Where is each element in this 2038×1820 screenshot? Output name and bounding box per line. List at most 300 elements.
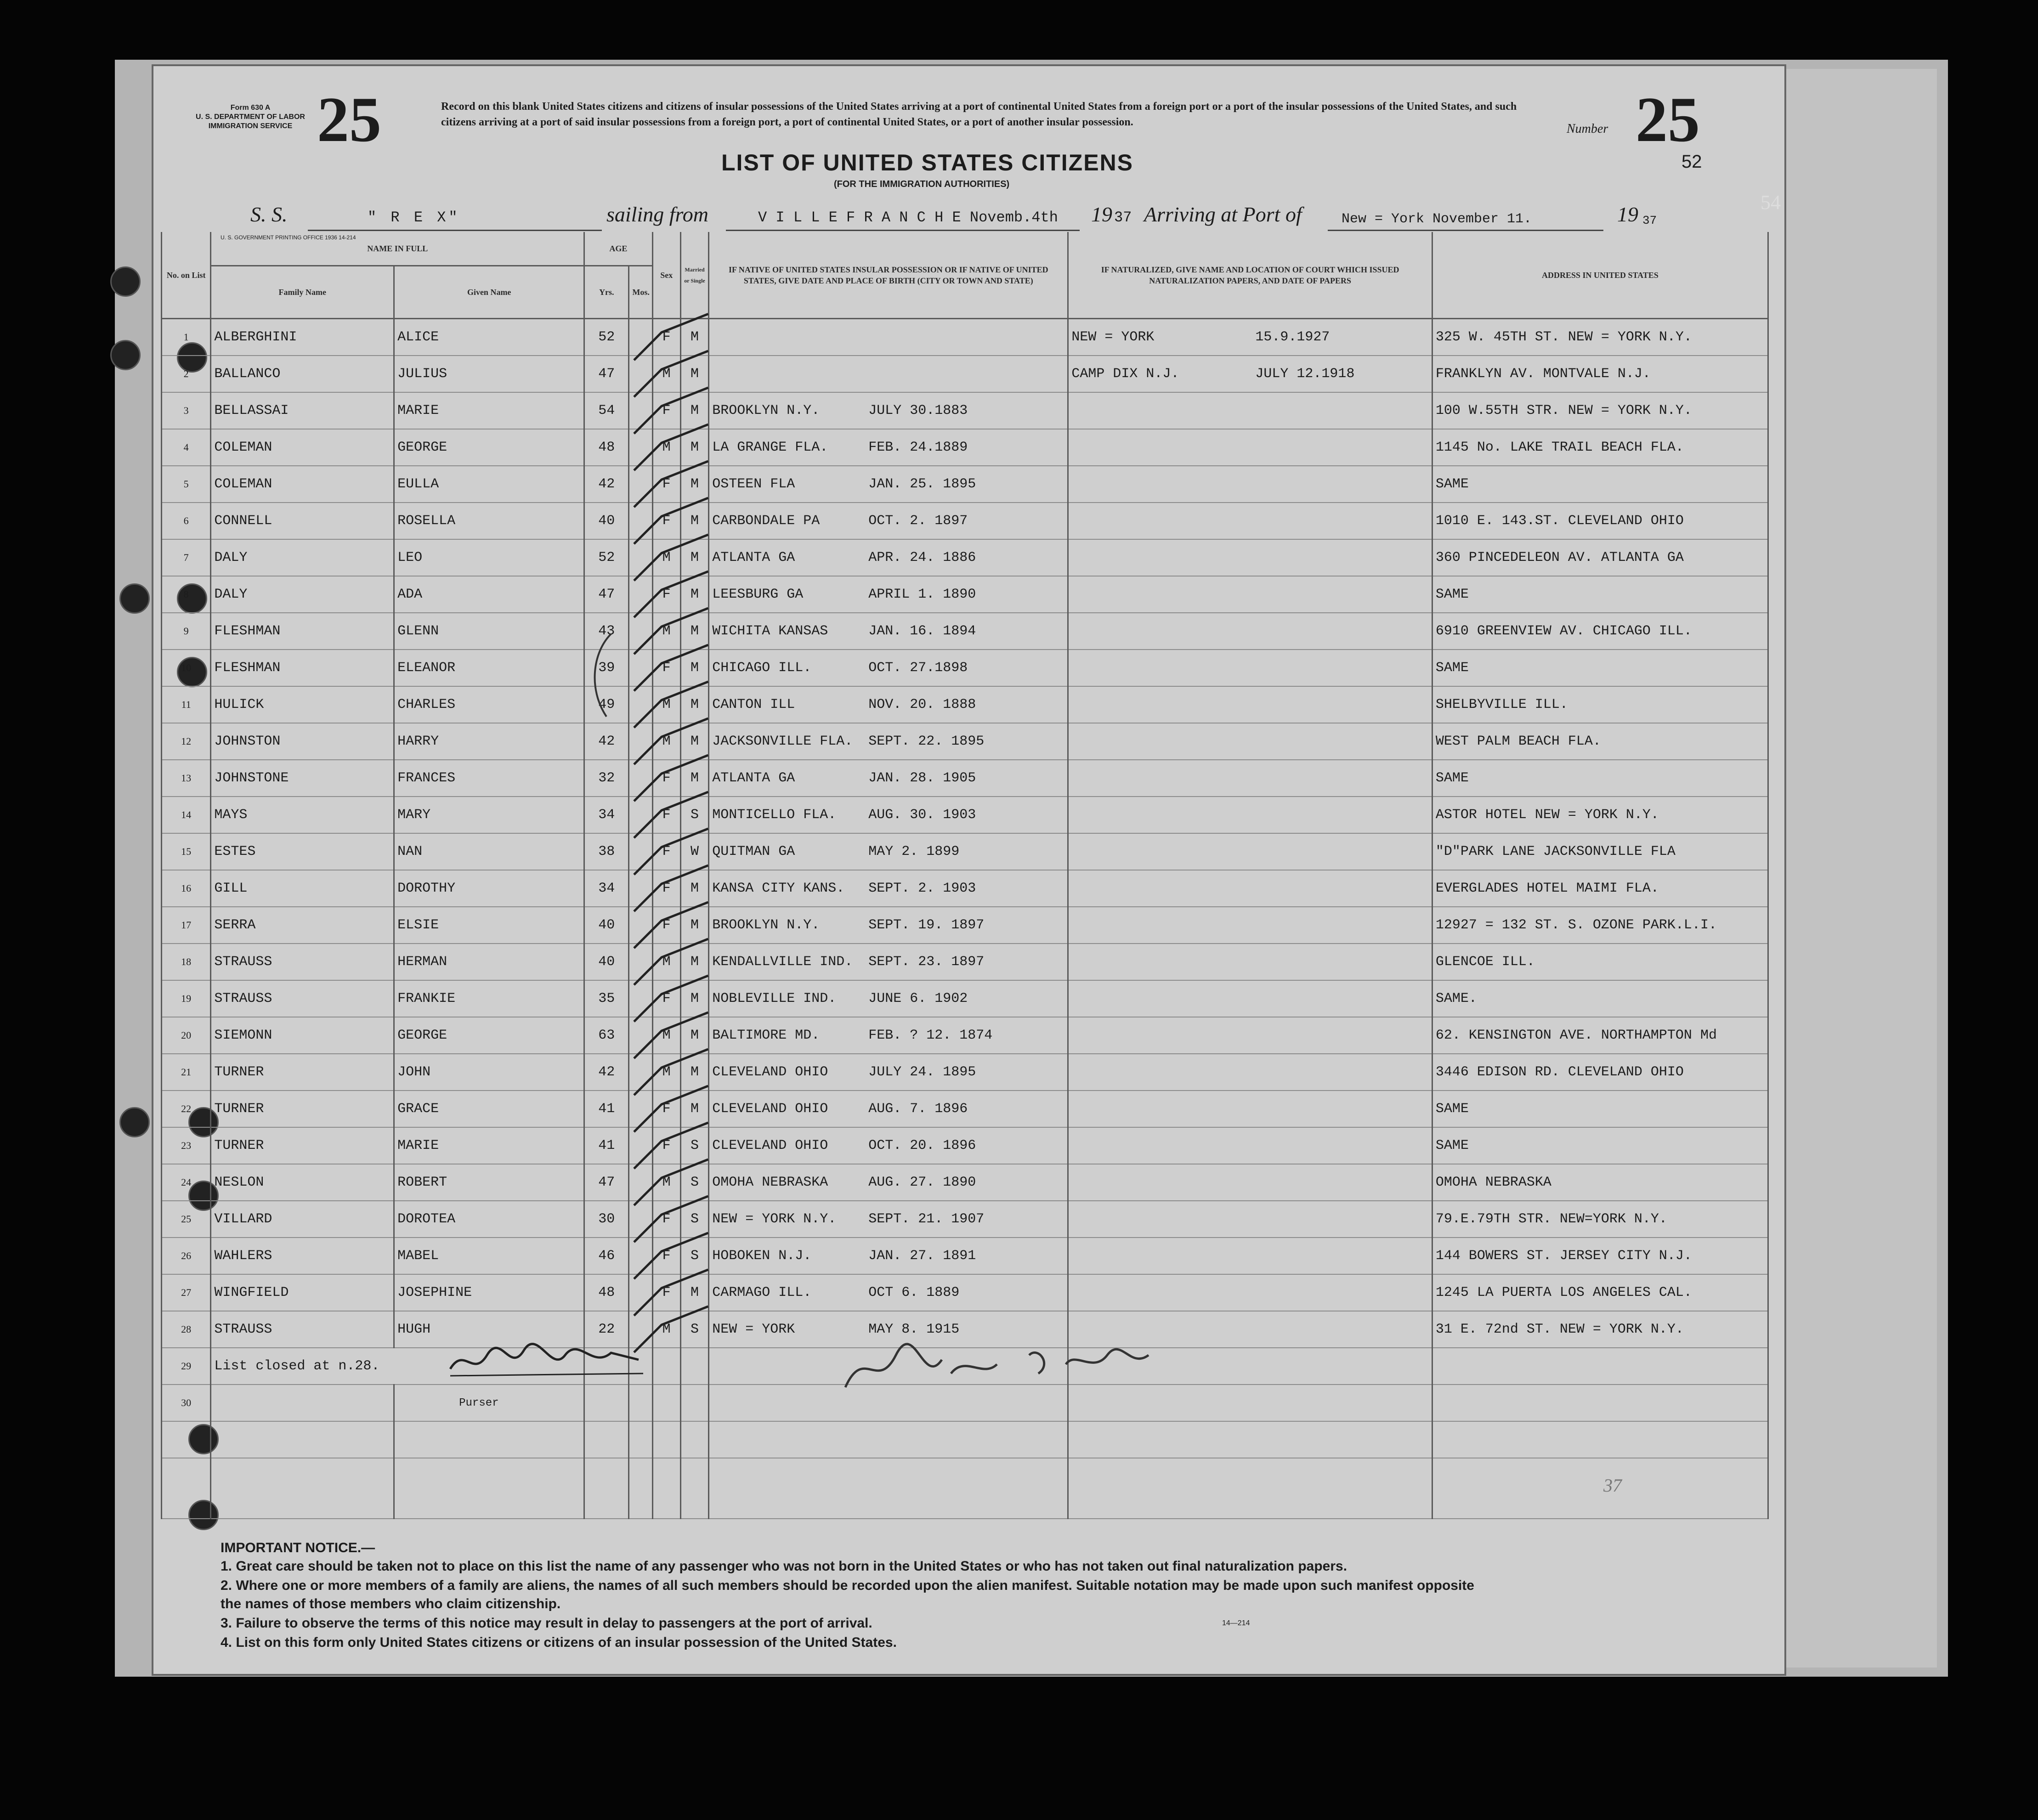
age-months	[629, 1091, 652, 1127]
birth-date: FEB. ? 12. 1874	[868, 1028, 993, 1043]
birth-info	[709, 429, 1068, 466]
birth-date: JAN. 28. 1905	[868, 770, 976, 786]
row-number: 5	[162, 466, 211, 503]
sex: F	[652, 392, 680, 429]
marital-status: S	[680, 797, 708, 833]
age-months	[629, 466, 652, 503]
birth-info	[709, 1164, 1068, 1201]
family-name: DALY	[211, 576, 394, 613]
birth-date: OCT 6. 1889	[868, 1285, 960, 1300]
list-closed-note: List closed at n.28.	[211, 1348, 584, 1385]
birth-place: CLEVELAND OHIO	[712, 1101, 828, 1117]
given-name: JOSEPHINE	[394, 1274, 584, 1311]
birth-date: MAY 8. 1915	[868, 1322, 960, 1337]
birth-info	[709, 980, 1068, 1017]
age-years: 30	[584, 1201, 629, 1238]
family-name: VILLARD	[211, 1201, 394, 1238]
sex: M	[652, 686, 680, 723]
row-number: 9	[162, 613, 211, 650]
age-months	[629, 907, 652, 944]
row-number: 28	[162, 1311, 211, 1348]
naturalization-info	[1068, 1017, 1432, 1054]
given-name: DOROTEA	[394, 1201, 584, 1238]
notice-item: 2. Where one or more members of a family are aliens, the names of all such members should be recorded upon the alien manifest. Suitable notation may be made upon such manifest opposite the names of those members who claim citizenship.	[221, 1578, 1474, 1611]
naturalization-info	[1068, 980, 1432, 1017]
arriving-label: Arriving at Port of	[1144, 203, 1302, 226]
age-years: 40	[584, 503, 629, 539]
row-number: 12	[162, 723, 211, 760]
birth-place: CANTON ILL	[712, 697, 795, 712]
birth-place: LA GRANGE FLA.	[712, 440, 828, 455]
address: SAME	[1432, 466, 1768, 503]
pencil-bracket	[583, 629, 620, 721]
important-notice	[221, 1539, 1691, 1653]
age-years: 38	[584, 833, 629, 870]
naturalization-info	[1068, 539, 1432, 576]
address: EVERGLADES HOTEL MAIMI FLA.	[1432, 870, 1768, 907]
birth-date: APRIL 1. 1890	[868, 587, 976, 602]
notice-item: 3. Failure to observe the terms of this notice may result in delay to passengers at the port of arrival.	[221, 1616, 872, 1631]
sex: M	[652, 356, 680, 392]
birth-date: APR. 24. 1886	[868, 550, 976, 565]
family-name: FLESHMAN	[211, 613, 394, 650]
birth-place: CHICAGO ILL.	[712, 660, 812, 676]
naturalization-date: 15.9.1927	[1255, 329, 1330, 345]
age-months	[629, 1017, 652, 1054]
naturalization-info	[1068, 503, 1432, 539]
address: SAME	[1432, 1127, 1768, 1164]
purser-signature	[446, 1341, 652, 1383]
given-name: CHARLES	[394, 686, 584, 723]
sex: F	[652, 833, 680, 870]
row-number: 13	[162, 760, 211, 797]
birth-date: MAY 2. 1899	[868, 844, 960, 859]
age-months	[629, 1127, 652, 1164]
col-age: AGE	[584, 232, 652, 266]
form-identifier	[193, 103, 308, 131]
birth-place: LEESBURG GA	[712, 587, 804, 602]
row-number: 20	[162, 1017, 211, 1054]
marital-status: M	[680, 503, 708, 539]
sex: M	[652, 944, 680, 980]
naturalization-info	[1068, 723, 1432, 760]
naturalization-info	[1068, 650, 1432, 686]
birth-info	[709, 1201, 1068, 1238]
age-months	[629, 1201, 652, 1238]
table-row	[162, 466, 1768, 503]
family-name: COLEMAN	[211, 429, 394, 466]
given-name: NAN	[394, 833, 584, 870]
address: 3446 EDISON RD. CLEVELAND OHIO	[1432, 1054, 1768, 1091]
row-number: 19	[162, 980, 211, 1017]
age-months	[629, 870, 652, 907]
address: 31 E. 72nd ST. NEW = YORK N.Y.	[1432, 1311, 1768, 1348]
notice-items	[221, 1557, 1498, 1653]
age-months	[629, 686, 652, 723]
age-years: 52	[584, 319, 629, 356]
marital-status: M	[680, 650, 708, 686]
sex: M	[652, 1017, 680, 1054]
row-number: 23	[162, 1127, 211, 1164]
table-row	[162, 870, 1768, 907]
binder-hole	[110, 266, 141, 297]
row-number: 16	[162, 870, 211, 907]
address: OMOHA NEBRASKA	[1432, 1164, 1768, 1201]
marital-status: M	[680, 392, 708, 429]
address: SAME	[1432, 650, 1768, 686]
given-name: ROBERT	[394, 1164, 584, 1201]
row-number: 17	[162, 907, 211, 944]
marital-status: M	[680, 980, 708, 1017]
age-years: 49	[584, 686, 629, 723]
table-row	[162, 1238, 1768, 1274]
row-number: 11	[162, 686, 211, 723]
birth-info	[709, 1054, 1068, 1091]
col-sex: Sex	[652, 232, 680, 319]
family-name: DALY	[211, 539, 394, 576]
age-years: 35	[584, 980, 629, 1017]
arriving-line	[1328, 230, 1603, 231]
table-row	[162, 1017, 1768, 1054]
table-row	[162, 1421, 1768, 1458]
notice-lead: IMPORTANT NOTICE.—	[221, 1540, 375, 1555]
family-name: ESTES	[211, 833, 394, 870]
age-months	[629, 833, 652, 870]
birth-info	[709, 1127, 1068, 1164]
birth-place: CARBONDALE PA	[712, 513, 820, 529]
naturalization-info	[1068, 833, 1432, 870]
table-row	[162, 613, 1768, 650]
col-family-name: Family Name	[211, 266, 394, 319]
address: 62. KENSINGTON AVE. NORTHAMPTON Md	[1432, 1017, 1768, 1054]
age-years: 22	[584, 1311, 629, 1348]
sex: F	[652, 980, 680, 1017]
sex: F	[652, 576, 680, 613]
birth-info	[709, 723, 1068, 760]
marital-status: M	[680, 356, 708, 392]
year-1: 37	[1114, 209, 1132, 226]
address: SAME	[1432, 576, 1768, 613]
table-row	[162, 686, 1768, 723]
family-name: SIEMONN	[211, 1017, 394, 1054]
address: 6910 GREENVIEW AV. CHICAGO ILL.	[1432, 613, 1768, 650]
birth-date: SEPT. 2. 1903	[868, 881, 976, 896]
address: 144 BOWERS ST. JERSEY CITY N.J.	[1432, 1238, 1768, 1274]
birth-place: BROOKLYN N.Y.	[712, 403, 820, 418]
row-number: 30	[162, 1385, 211, 1421]
table-row	[162, 944, 1768, 980]
col-given-name: Given Name	[394, 266, 584, 319]
age-months	[629, 503, 652, 539]
table-row	[162, 980, 1768, 1017]
age-months	[629, 650, 652, 686]
birth-place: QUITMAN GA	[712, 844, 795, 859]
naturalization-info	[1068, 1274, 1432, 1311]
sex: F	[652, 870, 680, 907]
table-row	[162, 1201, 1768, 1238]
age-months	[629, 944, 652, 980]
printing-note: U. S. GOVERNMENT PRINTING OFFICE 1936 14-214	[221, 234, 356, 241]
naturalization-info	[1068, 613, 1432, 650]
age-months	[629, 797, 652, 833]
table-row	[162, 429, 1768, 466]
birth-place: CLEVELAND OHIO	[712, 1064, 828, 1080]
birth-date: OCT. 27.1898	[868, 660, 968, 676]
sex: F	[652, 466, 680, 503]
marital-status: S	[680, 1238, 708, 1274]
marital-status: M	[680, 429, 708, 466]
age-years: 40	[584, 944, 629, 980]
pencil-mark: 37	[1603, 1475, 1622, 1496]
birth-place: KANSA CITY KANS.	[712, 881, 845, 896]
given-name: HARRY	[394, 723, 584, 760]
age-years: 41	[584, 1091, 629, 1127]
page-title: LIST OF UNITED STATES CITIZENS	[721, 150, 1134, 175]
arriving-port: New = York November 11.	[1342, 211, 1532, 227]
table-row	[162, 1127, 1768, 1164]
address: 79.E.79TH STR. NEW=YORK N.Y.	[1432, 1201, 1768, 1238]
table-row	[162, 1164, 1768, 1201]
birth-info	[709, 319, 1068, 356]
sex: F	[652, 650, 680, 686]
age-years: 63	[584, 1017, 629, 1054]
table-row	[162, 723, 1768, 760]
table-row	[162, 1274, 1768, 1311]
age-months	[629, 1274, 652, 1311]
naturalization-info	[1068, 1201, 1432, 1238]
age-years: 47	[584, 356, 629, 392]
birth-place: CARMAGO ILL.	[712, 1285, 812, 1300]
birth-info	[709, 1017, 1068, 1054]
given-name: HUGH	[394, 1311, 584, 1348]
family-name: TURNER	[211, 1054, 394, 1091]
sex: F	[652, 1201, 680, 1238]
family-name: TURNER	[211, 1127, 394, 1164]
family-name: FLESHMAN	[211, 650, 394, 686]
given-name: GEORGE	[394, 429, 584, 466]
table-row	[162, 319, 1768, 356]
sex: M	[652, 613, 680, 650]
given-name: JULIUS	[394, 356, 584, 392]
naturalization-info	[1068, 1164, 1432, 1201]
birth-date: JULY 30.1883	[868, 403, 968, 418]
address: WEST PALM BEACH FLA.	[1432, 723, 1768, 760]
marital-status: S	[680, 1164, 708, 1201]
birth-place: OSTEEN FLA	[712, 476, 795, 492]
record-instructions: Record on this blank United States citizens and citizens of insular possessions of the United States arriving at a port of continental United States from a foreign port or a port of the insular possessions of the United States, and such citizens arriving at a port of said insular possessions from a foreign port, a port of continental United States, or a port of another insular possession.	[441, 101, 1517, 128]
birth-info	[709, 870, 1068, 907]
given-name: DOROTHY	[394, 870, 584, 907]
birth-date: JULY 24. 1895	[868, 1064, 976, 1080]
ss-label: S. S.	[250, 203, 288, 226]
marital-status: M	[680, 1274, 708, 1311]
birth-info	[709, 392, 1068, 429]
binder-hole	[119, 583, 150, 614]
row-number: 24	[162, 1164, 211, 1201]
sex: F	[652, 1238, 680, 1274]
birth-info	[709, 1091, 1068, 1127]
family-name: TURNER	[211, 1091, 394, 1127]
family-name: WAHLERS	[211, 1238, 394, 1274]
sex: M	[652, 429, 680, 466]
marital-status: M	[680, 1017, 708, 1054]
address: 12927 = 132 ST. S. OZONE PARK.L.I.	[1432, 907, 1768, 944]
marital-status: M	[680, 539, 708, 576]
notice-item: 4. List on this form only United States citizens or citizens of an insular possession of the United States.	[221, 1635, 897, 1650]
row-number: 29	[162, 1348, 211, 1385]
year-2: 37	[1642, 214, 1657, 227]
given-name: FRANCES	[394, 760, 584, 797]
sex: M	[652, 1054, 680, 1091]
birth-date: NOV. 20. 1888	[868, 697, 976, 712]
address: SAME	[1432, 1091, 1768, 1127]
sex: F	[652, 503, 680, 539]
given-name: ADA	[394, 576, 584, 613]
table-row	[162, 760, 1768, 797]
col-name-in-full: NAME IN FULL	[211, 232, 584, 266]
marital-status: M	[680, 1091, 708, 1127]
birth-place: KENDALLVILLE IND.	[712, 954, 853, 970]
marital-status: M	[680, 944, 708, 980]
table-row	[162, 392, 1768, 429]
birth-date: AUG. 30. 1903	[868, 807, 976, 823]
birth-date: AUG. 27. 1890	[868, 1175, 976, 1190]
age-years: 42	[584, 723, 629, 760]
birth-info	[709, 760, 1068, 797]
naturalization-info	[1068, 870, 1432, 907]
address: SAME	[1432, 760, 1768, 797]
age-years: 40	[584, 907, 629, 944]
birth-info	[709, 1274, 1068, 1311]
family-name: JOHNSTONE	[211, 760, 394, 797]
inspector-signature	[836, 1337, 1158, 1401]
naturalization-info	[1068, 356, 1432, 392]
birth-info	[709, 356, 1068, 392]
row-number: 7	[162, 539, 211, 576]
marital-status: M	[680, 870, 708, 907]
address: "D"PARK LANE JACKSONVILLE FLA	[1432, 833, 1768, 870]
sheet-number-left: 25	[317, 84, 381, 155]
row-number: 1	[162, 319, 211, 356]
given-name: EULLA	[394, 466, 584, 503]
family-name: COLEMAN	[211, 466, 394, 503]
birth-date: SEPT. 22. 1895	[868, 734, 985, 749]
birth-info	[709, 1238, 1068, 1274]
marital-status: M	[680, 686, 708, 723]
birth-info	[709, 503, 1068, 539]
naturalization-info	[1068, 429, 1432, 466]
table-row	[162, 797, 1768, 833]
age-years: 52	[584, 539, 629, 576]
birth-info	[709, 650, 1068, 686]
given-name: MARY	[394, 797, 584, 833]
birth-date: AUG. 7. 1896	[868, 1101, 968, 1117]
marital-status: W	[680, 833, 708, 870]
address: SHELBYVILLE ILL.	[1432, 686, 1768, 723]
age-months	[629, 980, 652, 1017]
col-address: ADDRESS IN UNITED STATES	[1432, 232, 1768, 319]
age-months	[629, 613, 652, 650]
purser-label: Purser	[394, 1385, 584, 1421]
birth-date: SEPT. 21. 1907	[868, 1211, 985, 1227]
sex: F	[652, 1127, 680, 1164]
form-code: 14—214	[1222, 1619, 1250, 1627]
col-mos: Mos.	[629, 266, 652, 319]
address: 100 W.55TH STR. NEW = YORK N.Y.	[1432, 392, 1768, 429]
birth-info	[709, 466, 1068, 503]
naturalization-info	[1068, 797, 1432, 833]
age-months	[629, 319, 652, 356]
birth-date: FEB. 24.1889	[868, 440, 968, 455]
birth-place: BALTIMORE MD.	[712, 1028, 820, 1043]
sex: M	[652, 539, 680, 576]
age-years: 43	[584, 613, 629, 650]
sex: M	[652, 1311, 680, 1348]
family-name: STRAUSS	[211, 1311, 394, 1348]
sex: F	[652, 1091, 680, 1127]
table-row	[162, 539, 1768, 576]
age-years: 41	[584, 1127, 629, 1164]
age-years: 54	[584, 392, 629, 429]
table-row	[162, 1458, 1768, 1519]
birth-date: JAN. 25. 1895	[868, 476, 976, 492]
col-married-single: Married or Single	[680, 232, 708, 319]
marital-status: M	[680, 319, 708, 356]
marital-status: M	[680, 1054, 708, 1091]
sailing-line	[726, 230, 1080, 231]
marital-status: M	[680, 613, 708, 650]
naturalization-info	[1068, 1054, 1432, 1091]
age-years: 42	[584, 1054, 629, 1091]
marital-status: M	[680, 576, 708, 613]
table-row	[162, 907, 1768, 944]
family-name: BALLANCO	[211, 356, 394, 392]
sex: F	[652, 319, 680, 356]
row-number: 8	[162, 576, 211, 613]
birth-date: SEPT. 23. 1897	[868, 954, 985, 970]
sex: M	[652, 723, 680, 760]
service-name: IMMIGRATION SERVICE	[208, 122, 293, 130]
sheet-number-right: 25	[1636, 84, 1700, 155]
row-number: 22	[162, 1091, 211, 1127]
page-subtitle: (FOR THE IMMIGRATION AUTHORITIES)	[834, 179, 1010, 189]
family-name: SERRA	[211, 907, 394, 944]
sailing-from: V I L L E F R A N C H E Novemb.4th	[758, 209, 1058, 226]
row-number: 14	[162, 797, 211, 833]
marital-status: S	[680, 1201, 708, 1238]
birth-info	[709, 686, 1068, 723]
sex: M	[652, 1164, 680, 1201]
age-years: 34	[584, 870, 629, 907]
marital-status: M	[680, 907, 708, 944]
address: 360 PINCEDELEON AV. ATLANTA GA	[1432, 539, 1768, 576]
age-years: 34	[584, 797, 629, 833]
naturalization-info	[1068, 392, 1432, 429]
age-months	[629, 760, 652, 797]
given-name: JOHN	[394, 1054, 584, 1091]
birth-info	[709, 576, 1068, 613]
table-row	[162, 576, 1768, 613]
marital-status: M	[680, 466, 708, 503]
age-months	[629, 539, 652, 576]
family-name: HULICK	[211, 686, 394, 723]
age-months	[629, 576, 652, 613]
age-months	[629, 723, 652, 760]
given-name: ROSELLA	[394, 503, 584, 539]
age-months	[629, 356, 652, 392]
birth-place: ATLANTA GA	[712, 550, 795, 565]
table-row	[162, 503, 1768, 539]
